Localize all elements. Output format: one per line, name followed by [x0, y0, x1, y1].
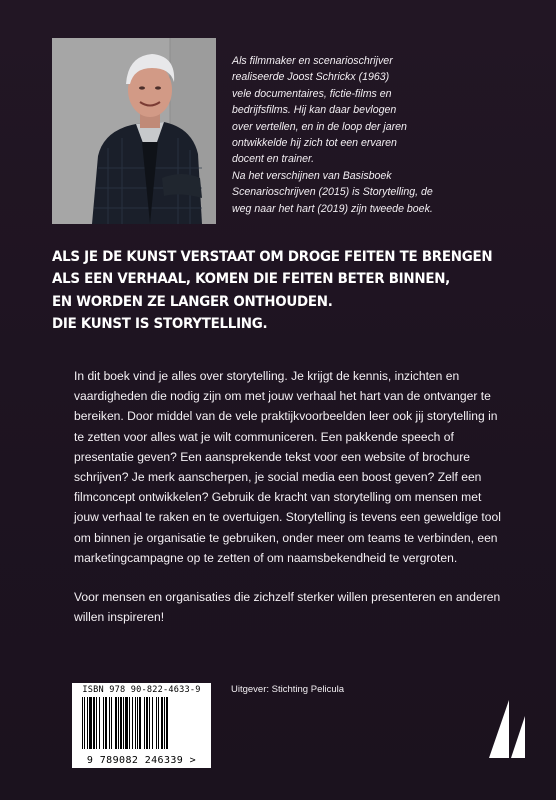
publisher-logo-icon: [487, 698, 527, 760]
headline-line: EN WORDEN ZE LANGER ONTHOUDEN.: [52, 292, 333, 310]
blurb-paragraph: Voor mensen en organisaties die zichzelf sterker willen presenteren en anderen willen inspireren!: [74, 590, 501, 625]
ean-digits: 9 789082 246339 >: [86, 755, 197, 766]
author-photo: [52, 38, 216, 224]
headline-line: ALS EEN VERHAAL, KOMEN DIE FEITEN BETER BINNEN,: [52, 270, 451, 288]
bio-line: vele documentaires, fictie-films en: [232, 87, 392, 100]
bio-line: over vertellen, en in de loop der jaren: [232, 120, 407, 133]
headline-line: ALS JE DE KUNST VERSTAAT OM DROGE FEITEN TE BRENGEN: [52, 248, 493, 265]
bio-line: bedrijfsfilms. Hij kan daar bevlogen: [232, 104, 397, 117]
barcode-bars: [82, 697, 201, 749]
blurb-paragraph: In dit boek vind je alles over storytelling. Je krijgt de kennis, inzichten en vaardigheden die nodig zijn om met jouw verhaal het hart van de ontvanger te bereiken. Door middel van de vele praktijkvoorbeelden leer ook jij storytelling in te zetten voor alles wat je wilt communiceren. Een pakkende speech of presentatie geven? Een aansprekende tekst voor een website of brochure schrijven? Je merk aanscherpen, je social media een boost geven? Zelf een filmconcept ontwikkelen? Gebruik de kracht van storytelling om mensen met jouw verhaal te raken en te overtuigen. Storytelling is tevens een geweldige tool om binnen je organisatie te gebruiken, onder meer om teams te verbinden, een marketingcampagne op te zetten of om naamsbekendheid te vergroten.: [74, 369, 501, 565]
bio-line: Na het verschijnen van Basisboek: [232, 169, 392, 182]
blurb: [74, 366, 504, 646]
isbn-label: ISBN 978 90-822-4633-9: [82, 685, 201, 695]
bio-line: weg naar het hart (2019) zijn tweede boek.: [232, 202, 433, 215]
bio-line: docent en trainer.: [232, 153, 315, 166]
author-bio: [232, 53, 532, 217]
headline-line: DIE KUNST IS STORYTELLING.: [52, 315, 268, 333]
bio-line: Als filmmaker en scenarioschrijver: [232, 55, 393, 67]
publisher: Uitgever: Stichting Pelicula: [231, 684, 344, 695]
bio-line: ontwikkelde hij zich tot een ervaren: [232, 137, 397, 150]
barcode: [72, 683, 211, 768]
headline: [52, 246, 494, 336]
bio-line: Scenarioschrijven (2015) is Storytelling, de: [232, 186, 433, 199]
bio-line: realiseerde Joost Schrickx (1963): [232, 71, 390, 84]
